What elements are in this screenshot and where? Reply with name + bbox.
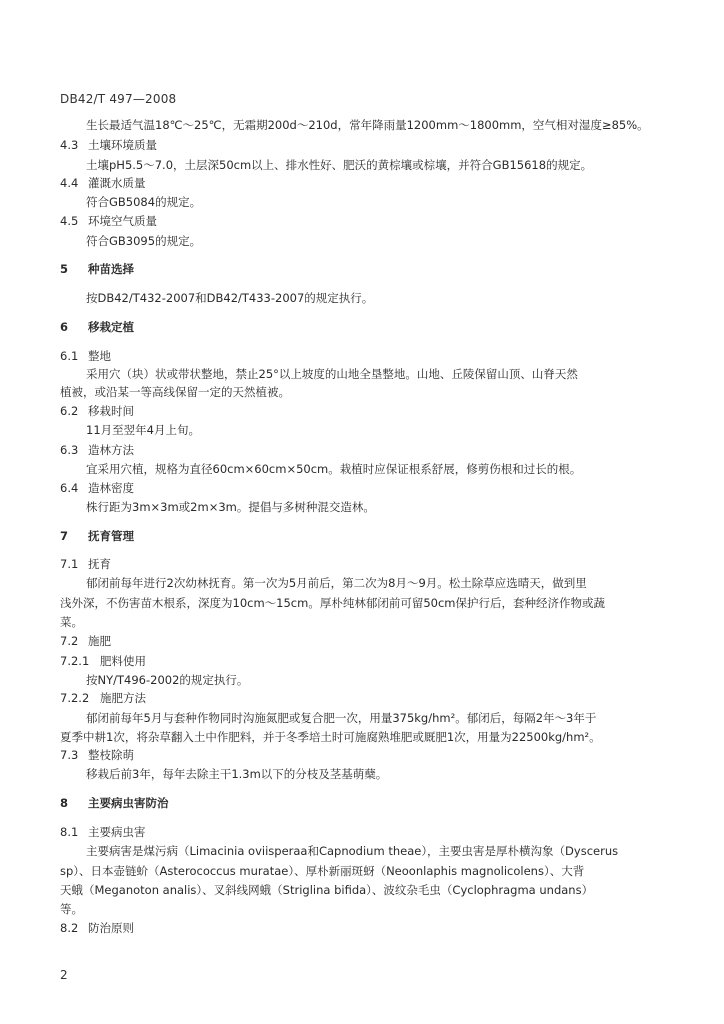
paragraph-line: 按DB42/T432-2007和DB42/T433-2007的规定执行。	[86, 291, 374, 305]
subsection-heading: 7.2.2 施肥方法	[60, 691, 146, 705]
paragraph-line: sp）、日本壶链蚧（Asterococcus muratae）、厚朴新丽斑蚜（Neoonlaphis magnolicolens）、大背	[60, 864, 585, 878]
paragraph-line: 夏季中耕1次，将杂草翻入土中作肥料，并于冬季培土时可施腐熟堆肥或厩肥1次，用量为22500kg/hm²。	[60, 730, 601, 744]
chapter-heading: 5 种苗选择	[60, 262, 134, 276]
section-heading: 7.1 抚育	[60, 557, 111, 571]
chapter-heading: 7 抚育管理	[60, 529, 134, 543]
paragraph-line: 浅外深，不伤害苗木根系，深度为10cm～15cm。厚朴纯林郁闭前可留50cm保护行后，套种经济作物或蔬	[60, 596, 605, 610]
paragraph-line: 主要病害是煤污病（Limacinia oviisperaa和Capnodium theae），主要虫害是厚朴横沟象（Dyscerus	[86, 844, 619, 858]
section-heading: 8.2 防治原则	[60, 921, 134, 935]
chapter-heading: 8 主要病虫害防治	[60, 796, 169, 810]
paragraph-line: 株行距为3m×3m或2m×3m。提倡与多树种混交造林。	[86, 500, 375, 514]
section-heading: 4.3 土壤环境质量	[60, 138, 157, 152]
paragraph-line: 11月至翌年4月上旬。	[86, 423, 200, 437]
paragraph-line: 土壤pH5.5～7.0，土层深50cm以上、排水性好、肥沃的黄棕壤或棕壤，并符合GB15618的规定。	[86, 158, 593, 172]
section-heading: 6.3 造林方法	[60, 443, 134, 457]
paragraph-line: 采用穴（块）状或带状整地，禁止25°以上坡度的山地全垦整地。山地、丘陵保留山顶、山脊天然	[86, 367, 578, 381]
section-heading: 4.4 灌溉水质量	[60, 176, 146, 190]
section-heading: 4.5 环境空气质量	[60, 214, 157, 228]
paragraph-line: 郁闭前每年进行2次幼林抚育。第一次为5月前后，第二次为8月～9月。松土除草应选晴天，做到里	[86, 576, 587, 590]
paragraph-line: 天蛾（Meganoton analis）、叉斜线网蛾（Striglina bifida）、波纹杂毛虫（Cyclophragma undans）	[60, 883, 594, 897]
chapter-heading: 6 移栽定植	[60, 320, 134, 334]
page-number: 2	[60, 968, 68, 982]
section-heading: 7.3 整枝除萌	[60, 748, 134, 762]
section-heading: 7.2 施肥	[60, 634, 111, 648]
paragraph-line: 符合GB5084的规定。	[86, 195, 202, 209]
paragraph-line: 植被，或沿某一等高线保留一定的天然植被。	[60, 385, 290, 399]
standard-number-header: DB42/T 497—2008	[60, 92, 177, 106]
paragraph-line: 生长最适气温18℃～25℃，无霜期200d～210d，常年降雨量1200mm～1800mm，空气相对湿度≥85%。	[86, 118, 649, 132]
section-heading: 8.1 主要病虫害	[60, 825, 146, 839]
subsection-heading: 7.2.1 肥料使用	[60, 654, 146, 668]
section-heading: 6.4 造林密度	[60, 481, 134, 495]
paragraph-line: 移栽后前3年，每年去除主干1.3m以下的分枝及茎基萌蘖。	[86, 767, 388, 781]
paragraph-line: 菜。	[60, 615, 83, 629]
paragraph-line: 郁闭前每年5月与套种作物同时沟施氮肥或复合肥一次，用量375kg/hm²。郁闭后，每隔2年～3年于	[86, 711, 597, 725]
paragraph-line: 符合GB3095的规定。	[86, 234, 202, 248]
paragraph-line: 宜采用穴植，规格为直径60cm×60cm×50cm。栽植时应保证根系舒展，修剪伤根和过长的根。	[86, 462, 582, 476]
paragraph-line: 按NY/T496-2002的规定执行。	[86, 673, 249, 687]
paragraph-line: 等。	[60, 902, 83, 916]
section-heading: 6.2 移栽时间	[60, 404, 134, 418]
section-heading: 6.1 整地	[60, 349, 111, 363]
